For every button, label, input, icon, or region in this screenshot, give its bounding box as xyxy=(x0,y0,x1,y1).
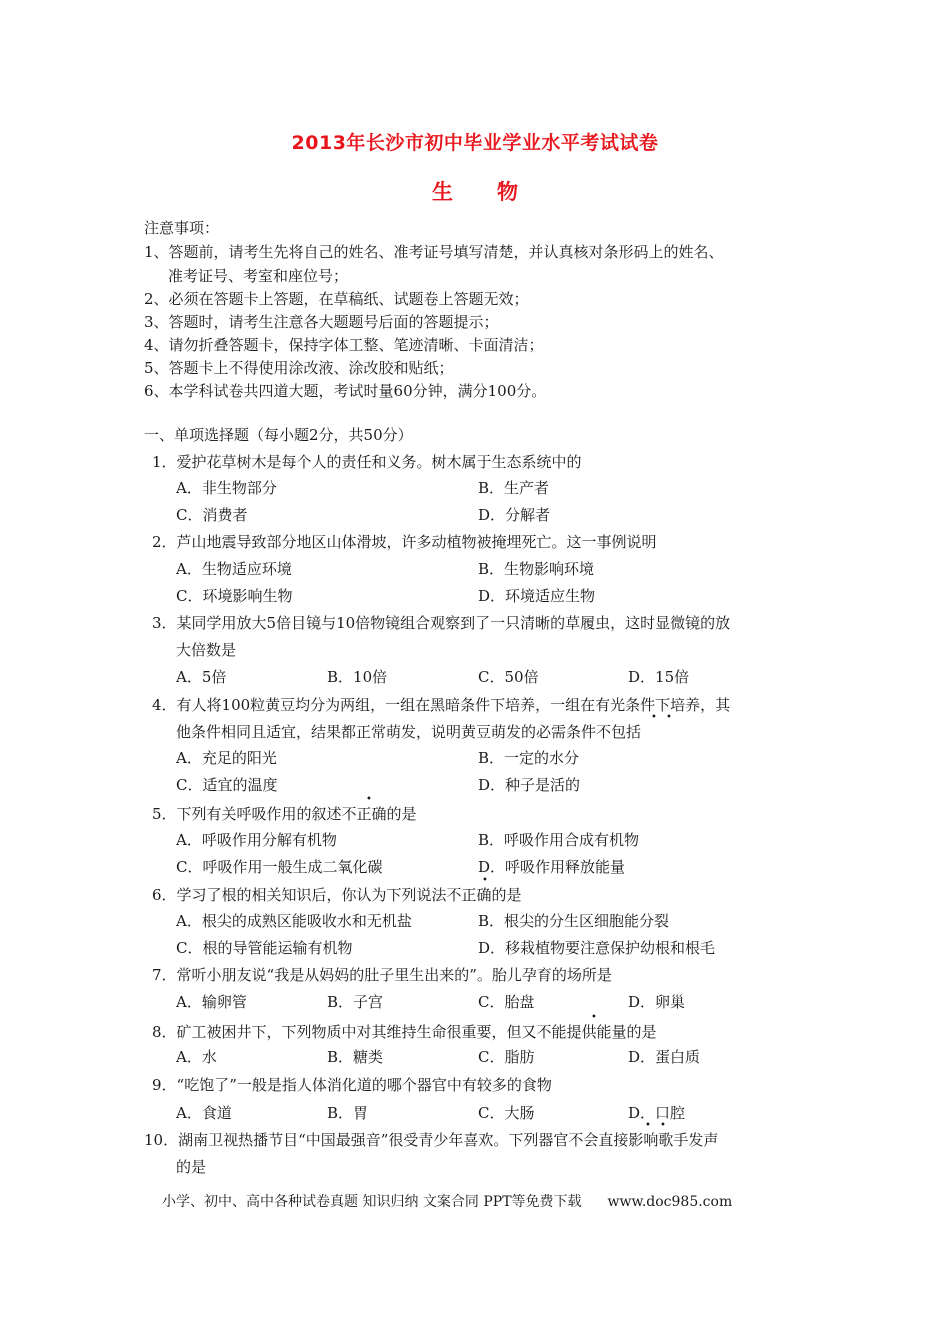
emphasis-dot: • xyxy=(591,1012,597,1023)
option-c: C．脂肪 xyxy=(478,1048,535,1066)
option-a: A．5倍 xyxy=(176,668,227,686)
question-stem: 1．爱护花草树木是每个人的责任和义务。树木属于生态系统中的 xyxy=(152,453,582,471)
notice-item: 3、答题时，请考生注意各大题题号后面的答题提示； xyxy=(144,313,499,331)
option-a: A．非生物部分 xyxy=(176,479,277,497)
exam-title: 2013年长沙市初中毕业学业水平考试试卷 xyxy=(291,132,659,154)
option-a: A．水 xyxy=(176,1048,217,1066)
notice-item: 1、答题前，请考生先将自己的姓名、准考证号填写清楚，并认真核对条形码上的姓名、 xyxy=(144,243,724,261)
option-b: B．一定的水分 xyxy=(478,749,580,767)
question-stem: 8．矿工被困井下，下列物质中对其维持生命很重要，但又不能提供能量的是 xyxy=(152,1023,657,1041)
footer-site-link[interactable]: www.doc985.com xyxy=(607,1194,733,1210)
option-a: A．食道 xyxy=(176,1104,232,1122)
option-c: C．消费者 xyxy=(176,506,248,524)
option-c: C．适宜的温度 xyxy=(176,776,278,794)
option-b: B．胃 xyxy=(327,1104,369,1122)
option-c: C．50倍 xyxy=(478,668,539,686)
option-c: C．呼吸作用一般生成二氧化碳 xyxy=(176,858,383,876)
option-d: D．呼吸作用释放能量 xyxy=(478,858,626,876)
footer-text: 小学、初中、高中各种试卷真题 知识归纳 文案合同 PPT等免费下载 xyxy=(162,1194,582,1210)
option-d: D．种子是活的 xyxy=(478,776,581,794)
option-d: D．口腔 xyxy=(628,1104,686,1122)
option-d: D．15倍 xyxy=(628,668,690,686)
option-a: A．充足的阳光 xyxy=(176,749,277,767)
option-b: B．糖类 xyxy=(327,1048,384,1066)
emphasis-dot: • xyxy=(660,1120,666,1131)
emphasis-dot: • xyxy=(366,794,372,805)
option-b: B．子宫 xyxy=(327,993,384,1011)
option-c: C．胎盘 xyxy=(478,993,535,1011)
option-b: B．生物影响环境 xyxy=(478,560,595,578)
option-b: B．根尖的分生区细胞能分裂 xyxy=(478,912,670,930)
emphasis-dot: • xyxy=(482,875,488,886)
question-stem: 4．有人将100粒黄豆均分为两组，一组在黑暗条件下培养，一组在有光条件下培养，其 xyxy=(152,696,731,714)
emphasis-dot: • xyxy=(651,712,657,723)
notice-item: 准考证号、考室和座位号； xyxy=(168,267,349,285)
option-d: D．移栽植物要注意保护幼根和根毛 xyxy=(478,939,716,957)
option-b: B．呼吸作用合成有机物 xyxy=(478,831,640,849)
question-stem: 9．“吃饱了”一般是指人体消化道的哪个器官中有较多的食物 xyxy=(152,1076,552,1094)
option-a: A．呼吸作用分解有机物 xyxy=(176,831,337,849)
question-stem: 7．常听小朋友说“我是从妈妈的肚子里生出来的”。胎儿孕育的场所是 xyxy=(152,966,612,984)
notice-item: 2、必须在答题卡上答题，在草稿纸、试题卷上答题无效； xyxy=(144,290,529,308)
option-c: C．根的导管能运输有机物 xyxy=(176,939,353,957)
subject-title: 生物 xyxy=(432,180,562,204)
option-d: D．环境适应生物 xyxy=(478,587,596,605)
emphasis-dot: • xyxy=(666,712,672,723)
section-heading: 一、单项选择题（每小题2分，共50分） xyxy=(144,426,413,444)
emphasis-dot: • xyxy=(645,1120,651,1131)
question-stem: 2．芦山地震导致部分地区山体滑坡，许多动植物被掩埋死亡。这一事例说明 xyxy=(152,533,657,551)
option-c: C．环境影响生物 xyxy=(176,587,293,605)
option-a: A．输卵管 xyxy=(176,993,247,1011)
option-b: B．生产者 xyxy=(478,479,550,497)
option-c: C．大肠 xyxy=(478,1104,535,1122)
question-stem-cont: 的是 xyxy=(176,1158,207,1176)
option-a: A．根尖的成熟区能吸收水和无机盐 xyxy=(176,912,412,930)
page-footer xyxy=(162,1191,732,1211)
notice-heading: 注意事项： xyxy=(144,219,220,237)
option-d: D．蛋白质 xyxy=(628,1048,701,1066)
notice-item: 4、请勿折叠答题卡，保持字体工整、笔迹清晰、卡面清洁； xyxy=(144,336,544,354)
option-a: A．生物适应环境 xyxy=(176,560,292,578)
question-stem: 5．下列有关呼吸作用的叙述不正确的是 xyxy=(152,805,417,823)
question-stem: 3．某同学用放大5倍目镜与10倍物镜组合观察到了一只清晰的草履虫，这时显微镜的放 xyxy=(152,614,731,632)
option-b: B．10倍 xyxy=(327,668,388,686)
option-d: D．分解者 xyxy=(478,506,551,524)
notice-item: 5、答题卡上不得使用涂改液、涂改胶和贴纸； xyxy=(144,359,454,377)
question-stem-cont: 他条件相同且适宜，结果都正常萌发，说明黄豆萌发的必需条件不包括 xyxy=(176,723,642,741)
notice-item: 6、本学科试卷共四道大题，考试时量60分钟，满分100分。 xyxy=(144,382,547,400)
question-stem: 10．湖南卫视热播节目“中国最强音”很受青少年喜欢。下列器官不会直接影响歌手发声 xyxy=(144,1131,719,1149)
option-d: D．卵巢 xyxy=(628,993,686,1011)
question-stem: 6．学习了根的相关知识后，你认为下列说法不正确的是 xyxy=(152,886,522,904)
question-stem-cont: 大倍数是 xyxy=(176,641,237,659)
